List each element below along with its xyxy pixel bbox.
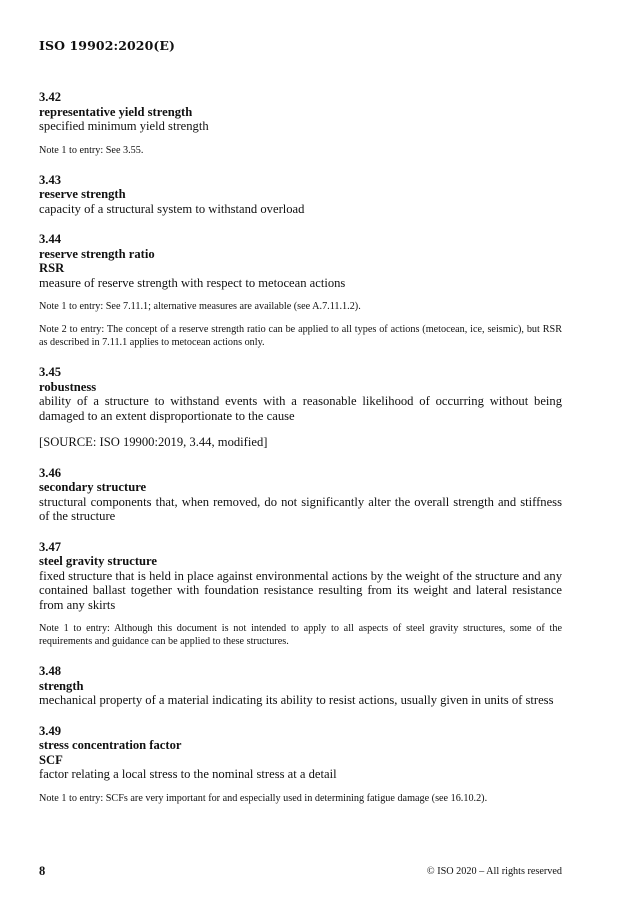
term-source: [SOURCE: ISO 19900:2019, 3.44, modified] bbox=[39, 435, 268, 449]
copyright-notice: © ISO 2020 – All rights reserved bbox=[426, 866, 562, 877]
term-number: 3.44 bbox=[39, 232, 62, 246]
term-name: robustness bbox=[39, 379, 97, 394]
term-entry bbox=[39, 540, 562, 649]
term-entry bbox=[39, 724, 562, 805]
term-number: 3.43 bbox=[39, 172, 62, 187]
term-name: reserve strength ratio bbox=[39, 246, 155, 261]
page-number: 8 bbox=[39, 864, 46, 878]
note-to-entry: Note 2 to entry: The concept of a reserve strength ratio can be applied to all types of actions (metocean, ice, seismic), but RSR as described in 7.11.1 applies to metocean actions only. bbox=[39, 324, 562, 348]
term-name: stress concentration factor bbox=[39, 738, 182, 752]
term-entry bbox=[39, 173, 562, 217]
term-entry bbox=[39, 466, 562, 524]
terms-list bbox=[39, 90, 562, 821]
term-number: 3.45 bbox=[39, 365, 62, 379]
note-to-entry: Note 1 to entry: See 7.11.1; alternative measures are available (see A.7.11.1.2). bbox=[39, 301, 361, 312]
term-definition: capacity of a structural system to withstand overload bbox=[39, 201, 305, 216]
term-definition: ability of a structure to withstand events with a reasonable likelihood of occurring without being damaged to an extent disproportionate to the cause bbox=[39, 394, 562, 423]
term-name: steel gravity structure bbox=[39, 554, 157, 568]
term-definition: specified minimum yield strength bbox=[39, 119, 209, 133]
term-number: 3.42 bbox=[39, 90, 62, 104]
term-number: 3.47 bbox=[39, 539, 62, 554]
term-definition: factor relating a local stress to the nominal stress at a detail bbox=[39, 767, 337, 781]
term-name: representative yield strength bbox=[39, 104, 193, 119]
term-entry bbox=[39, 90, 562, 157]
term-name: strength bbox=[39, 678, 84, 693]
note-to-entry: Note 1 to entry: SCFs are very important for and especially used in determining fatigue damage (see 16.10.2). bbox=[39, 792, 488, 804]
term-definition: mechanical property of a material indicating its ability to resist actions, usually given in units of stress bbox=[39, 693, 554, 707]
term-definition: structural components that, when removed, do not significantly alter the overall strength and stiffness of the structure bbox=[39, 494, 562, 523]
term-number: 3.49 bbox=[39, 723, 62, 738]
term-definition: fixed structure that is held in place against environmental actions by the weight of the structure and any contained ballast together with foundation resistance resulting from its weight and lateral resistance from any skirts bbox=[39, 568, 562, 612]
term-name: secondary structure bbox=[39, 480, 147, 494]
term-number: 3.48 bbox=[39, 664, 62, 678]
term-definition: measure of reserve strength with respect to metocean actions bbox=[39, 275, 346, 290]
note-to-entry: Note 1 to entry: Although this document is not intended to apply to all aspects of steel gravity structures, some of the requirements and guidance can be applied to these structures. bbox=[39, 623, 562, 647]
term-name: reserve strength bbox=[39, 187, 126, 201]
term-entry bbox=[39, 365, 562, 450]
term-entry bbox=[39, 232, 562, 349]
document-id: ISO 19902:2020(E) bbox=[39, 38, 176, 53]
term-number: 3.46 bbox=[39, 465, 62, 480]
term-entry bbox=[39, 664, 562, 708]
note-to-entry: Note 1 to entry: See 3.55. bbox=[39, 144, 144, 156]
term-abbreviation: SCF bbox=[39, 752, 63, 767]
term-abbreviation: RSR bbox=[39, 261, 65, 275]
